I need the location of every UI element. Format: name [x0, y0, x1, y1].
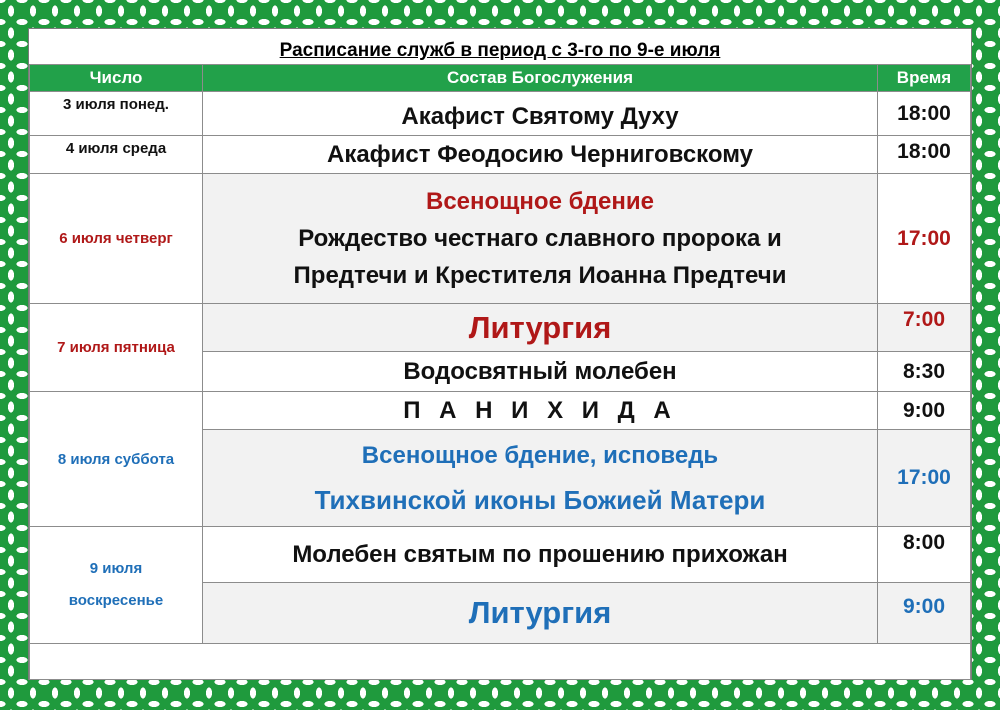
service-title: Всенощное бдение	[425, 188, 654, 215]
service-cell: П А Н И Х И Д А	[203, 392, 878, 430]
header-service: Состав Богослужения	[203, 65, 878, 92]
service-line: Всенощное бдение, исповедь	[361, 442, 719, 469]
date-cell: 8 июля суббота	[30, 392, 203, 527]
time-cell: 9:00	[878, 583, 971, 644]
schedule-table	[29, 64, 971, 680]
service-line: Тихвинской иконы Божией Матери	[314, 485, 766, 515]
time-cell: 7:00	[878, 304, 971, 352]
header-date: Число	[30, 65, 203, 92]
service-cell: Акафист Святому Духу	[203, 92, 878, 136]
service-cell: Молебен святым по прошению прихожан	[203, 527, 878, 583]
service-cell: Водосвятный молебен	[203, 352, 878, 392]
service-line: Предтечи и Крестителя Иоанна Предтечи	[293, 262, 787, 289]
date-cell	[30, 527, 203, 644]
header-time: Время	[878, 65, 971, 92]
service-cell	[203, 430, 878, 527]
time-cell: 18:00	[878, 136, 971, 174]
service-cell	[203, 174, 878, 304]
service-cell: Акафист Феодосию Черниговскому	[203, 136, 878, 174]
date-cell: 4 июля среда	[30, 136, 203, 174]
time-cell: 8:30	[878, 352, 971, 392]
time-cell: 17:00	[878, 430, 971, 527]
table-header-row	[30, 65, 971, 92]
schedule-title: Расписание служб в период с 3-го по 9-е июля	[279, 40, 721, 61]
date-line: 9 июля	[89, 560, 143, 577]
service-cell: Литургия	[203, 304, 878, 352]
time-cell: 17:00	[878, 174, 971, 304]
table-row	[30, 527, 971, 583]
table-row	[30, 92, 971, 136]
time-cell: 8:00	[878, 527, 971, 583]
date-line: воскресенье	[68, 592, 164, 609]
date-cell: 3 июля понед.	[30, 92, 203, 136]
empty-row	[30, 644, 971, 680]
table-row	[30, 304, 971, 352]
time-cell: 18:00	[878, 92, 971, 136]
table-row	[30, 136, 971, 174]
schedule-sheet	[28, 28, 972, 680]
table-row	[30, 392, 971, 430]
date-cell: 6 июля четверг	[30, 174, 203, 304]
service-line: Рождество честнаго славного пророка и	[298, 225, 782, 252]
service-cell: Литургия	[203, 583, 878, 644]
date-cell: 7 июля пятница	[30, 304, 203, 392]
table-row	[30, 174, 971, 304]
empty-cell	[30, 644, 971, 680]
time-cell: 9:00	[878, 392, 971, 430]
